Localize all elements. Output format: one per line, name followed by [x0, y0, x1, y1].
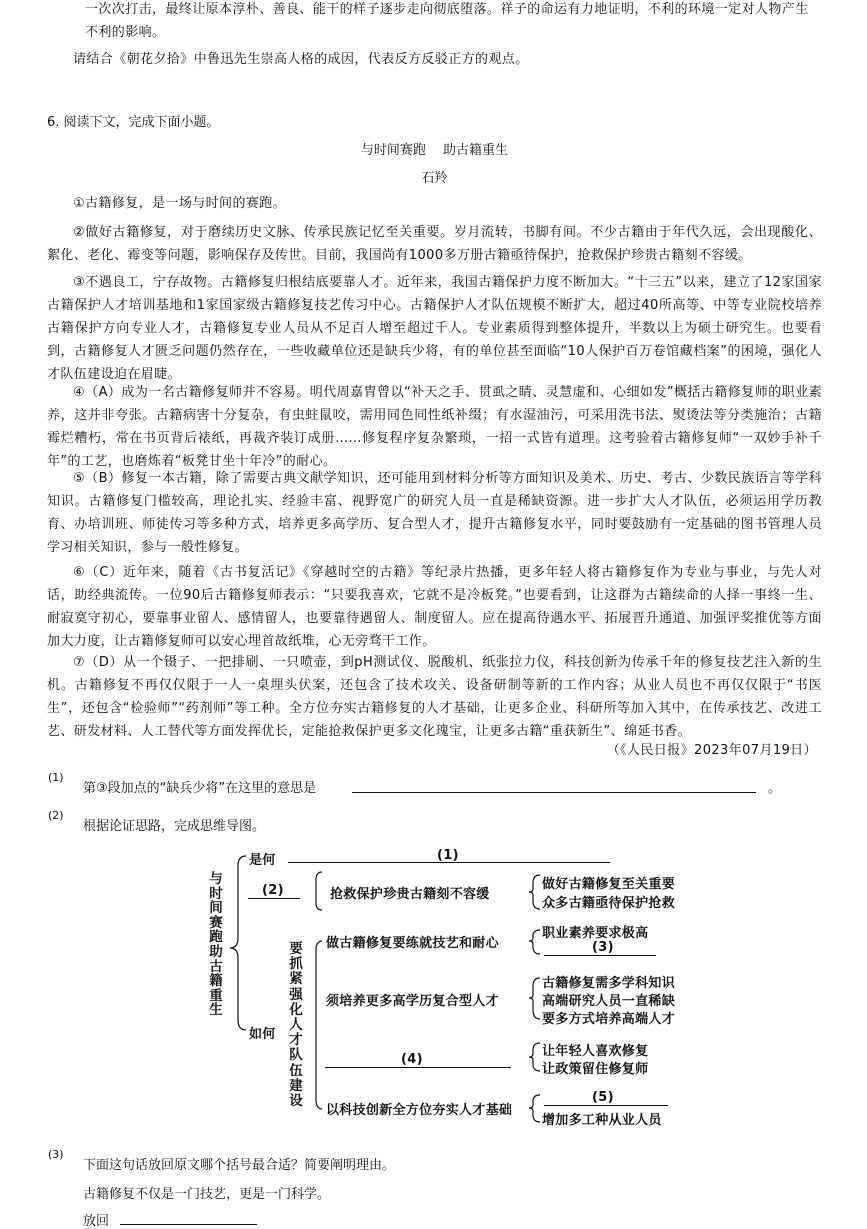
brace-r1 — [529, 875, 540, 909]
sub-question-3-put-label: 放回 — [83, 1214, 110, 1229]
article-paragraph-6: ⑥（C）近年来，随着《古书复活记》《穿越时空的古籍》等纪录片热播，更多年轻人将古籍修复作为专业与事业，与先人对话，助经典流传。一位90后古籍修复师表示：“只要我喜欢，它就不是冷板凳。”也要看到，让这群为古籍续命的人择一事终一生、耐寂寞守初心，要靠事业留人、感情留人，也要靠待遇留人、制度留人。应在提高待遇水平、拓展晋升通道、加强评奖推优等方面加大力度，让古籍修复师可以安心埋首故纸堆，心无旁骛干工作。 — [47, 565, 822, 649]
branch-4-right-2: 增加多工种从业人员 — [542, 1113, 662, 1128]
vert-title-char: 强 — [289, 986, 303, 1003]
sub-question-3-text: 下面这句话放回原文哪个括号最合适？简要阐明理由。 — [83, 1158, 396, 1173]
vert-title-char: 队 — [289, 1047, 303, 1064]
vert-title-char: 抓 — [289, 956, 303, 973]
branch-2-right-1: 古籍修复需多学科知识 — [542, 976, 676, 991]
sub-question-3-quote: 古籍修复不仅是一门技艺，更是一门科学。 — [83, 1187, 331, 1202]
root-title-char: 与 — [209, 871, 223, 887]
blank-2-line[interactable] — [248, 898, 300, 899]
blank-2-label: (2) — [262, 883, 284, 898]
blank-3-label: (3) — [592, 940, 614, 955]
sub-question-2-number: (2) — [48, 809, 64, 822]
root-title-char: 赛 — [209, 914, 223, 931]
top-line-2: 不利的影响。 — [85, 25, 166, 40]
branch-1-right-1: 职业素养要求极高 — [542, 926, 649, 941]
article-author: 石羚 — [421, 171, 448, 186]
blank-4-label: (4) — [401, 1052, 423, 1067]
vert-title-char: 要 — [289, 941, 303, 957]
sub-question-1-number: (1) — [48, 771, 64, 784]
brace-r2 — [529, 930, 540, 954]
label-ruhe: 如何 — [249, 1027, 276, 1042]
ruhe-vertical-label — [288, 942, 304, 1109]
vert-title-char: 设 — [289, 1093, 303, 1110]
root-title-char: 生 — [209, 1002, 223, 1019]
shihe-middle-node: 抢救保护珍贵古籍刻不容缓 — [330, 887, 490, 902]
root-title-char: 助 — [209, 943, 223, 960]
root-title-char: 跑 — [209, 929, 223, 946]
root-title-char: 重 — [209, 987, 223, 1004]
branch-4-node: 以科技创新全方位夯实人才基础 — [326, 1103, 513, 1118]
blank-4-line[interactable] — [325, 1067, 511, 1068]
label-shihe: 是何 — [249, 853, 276, 868]
mind-map-root — [207, 872, 225, 1018]
root-brace — [230, 856, 246, 1030]
sub-question-1-text: 第③段加点的“缺兵少将”在这里的意思是 — [83, 781, 317, 796]
brace-r4 — [529, 1043, 540, 1071]
root-title-char: 古 — [209, 958, 223, 975]
sub-question-1-answer-line[interactable] — [352, 792, 756, 793]
vert-title-char: 化 — [289, 1001, 303, 1018]
blank-5-label: (5) — [592, 1090, 614, 1105]
vert-title-char: 紧 — [289, 971, 303, 988]
top-text — [47, 0, 822, 44]
article-paragraph-2: ②做好古籍修复，对于磨续历史文脉、传承民族记忆至关重要。岁月流转，书脚有间。不少古籍由于年代久远，会出现酸化、絮化、老化、霉变等问题，影响保存及传世。目前，我国尚有1000多万册古籍亟待保护，抢救保护珍贵古籍刻不容缓。 — [47, 225, 822, 263]
vert-title-char: 人 — [289, 1017, 303, 1034]
shihe-right-2: 众多古籍亟待保护抢救 — [542, 896, 676, 911]
branch-3-right-2: 让政策留住修复师 — [542, 1062, 649, 1077]
question-title: 6. 阅读下文，完成下面小题。 — [47, 115, 220, 130]
top-line-1: 一次次打击，最终让原本淳朴、善良、能干的样子逐步走向彻底堕落。祥子的命运有力地证明，不利的环境一定对人物产生 — [85, 2, 809, 17]
branch-3-right-1: 让年轻人喜欢修复 — [542, 1044, 649, 1059]
article-paragraph-3: ③不遇良工，宁存故物。古籍修复归根结底要靠人才。近年来，我国古籍保护力度不断加大。“十三五”以来，建立了12家国家古籍保护人才培训基地和1家国家级古籍修复技艺传习中心。古籍保护人才队伍规模不断扩大，超过40所高等、中等专业院校培养古籍保护方向专业人才，古籍修复专业人员从不足百人增至超过千人。专业素质得到整体提升，半数以上为硕士研究生。也要看到，古籍修复人才匮乏问题仍然存在，一些收藏单位还是缺兵少将，有的单位甚至面临“10人保护百万卷馆藏档案”的困境，强化人才队伍建设迫在眉睫。 — [47, 275, 822, 382]
branch-2-right-2: 高端研究人员一直稀缺 — [542, 994, 676, 1009]
sub-question-3-answer-line[interactable] — [120, 1224, 257, 1225]
article-paragraph-1: ①古籍修复，是一场与时间的赛跑。 — [73, 196, 287, 211]
sub-question-3-number: (3) — [48, 1148, 64, 1161]
brace-r5 — [529, 1095, 540, 1122]
sub-question-1-end: 。 — [768, 781, 782, 796]
ruhe-brace — [316, 941, 322, 1109]
vert-title-char: 才 — [289, 1032, 303, 1049]
article-paragraph-7: ⑦（D）从一个镊子、一把排刷、一只喷壶，到pH测试仪、脱酸机、纸张拉力仪，科技创新为传承千年的修复技艺注入新的生机。古籍修复不再仅仅限于一人一桌埋头伏案，还包含了技术攻关、设备研制等新的工作内容；从业人员也不再仅仅限于“书医生”，还包含“检验师”“药剂师”等工种。全方位夯实古籍修复的人才基础，让更多企业、科研所等加入其中，在传承技艺、改进工艺、研发材料、人工替代等方面发挥优长，定能抢救保护更多文化瑰宝，让更多古籍“重获新生”、绵延书香。 — [47, 655, 822, 739]
root-title-char: 籍 — [209, 973, 223, 990]
sub-question-2-text: 根据论证思路，完成思维导图。 — [83, 819, 266, 834]
shihe-right-1: 做好古籍修复至关重要 — [542, 877, 676, 892]
article-source: （《人民日报》2023年07月19日） — [606, 743, 817, 758]
root-title-char: 间 — [209, 900, 223, 917]
root-title-char: 时 — [209, 885, 223, 902]
branch-1-node: 做古籍修复要练就技艺和耐心 — [326, 936, 499, 951]
branch-2-node: 须培养更多高学历复合型人才 — [326, 994, 499, 1009]
vert-title-char: 建 — [289, 1077, 303, 1094]
blank-1-label: (1) — [437, 848, 459, 863]
article-title: 与时间赛跑 助古籍重生 — [360, 143, 509, 158]
blank-1-line[interactable] — [288, 862, 610, 863]
top-prompt: 请结合《朝花夕拾》中鲁迅先生崇高人格的成因，代表反方反驳正方的观点。 — [73, 52, 529, 67]
branch-2-right-3: 要多方式培养高端人才 — [542, 1012, 676, 1027]
brace-r3 — [529, 978, 540, 1019]
blank-5-line[interactable] — [544, 1105, 668, 1106]
article-paragraph-5: ⑤（B）修复一本古籍，除了需要古典文献学知识，还可能用到材料分析等方面知识及美术、历史、考古、少数民族语言等学科知识。古籍修复门槛较高，理论扎实、经验丰富、视野宽广的研究人员一直是稀缺资源。进一步扩大人才队伍，必须运用学历教育、办培训班、师徒传习等多种方式，培养更多高学历、复合型人才，提升古籍修复水平，同时要鼓励有一定基础的图书管理人员学习相关知识，参与一般性修复。 — [47, 471, 822, 555]
shihe-brace — [316, 872, 322, 910]
vert-title-char: 伍 — [289, 1062, 303, 1079]
blank-3-line[interactable] — [544, 955, 656, 956]
article-paragraph-4: ④（A）成为一名古籍修复师并不容易。明代周嘉胄曾以“补天之手、贯虱之睛、灵慧虚和、心细如发”概括古籍修复师的职业素养，这并非夸张。古籍病害十分复杂，有虫蛀鼠咬，需用同色同性纸补缀；有水湿油污，可采用洗书法、熨烫法等分类施治；古籍霉烂糟朽，常在书页背后裱纸，再裁齐装订成册……修复程序复杂繁琐，一招一式皆有道理。这考验着古籍修复师“一双妙手补千年”的工艺，也磨炼着“板凳甘坐十年冷”的耐心。 — [47, 385, 822, 469]
